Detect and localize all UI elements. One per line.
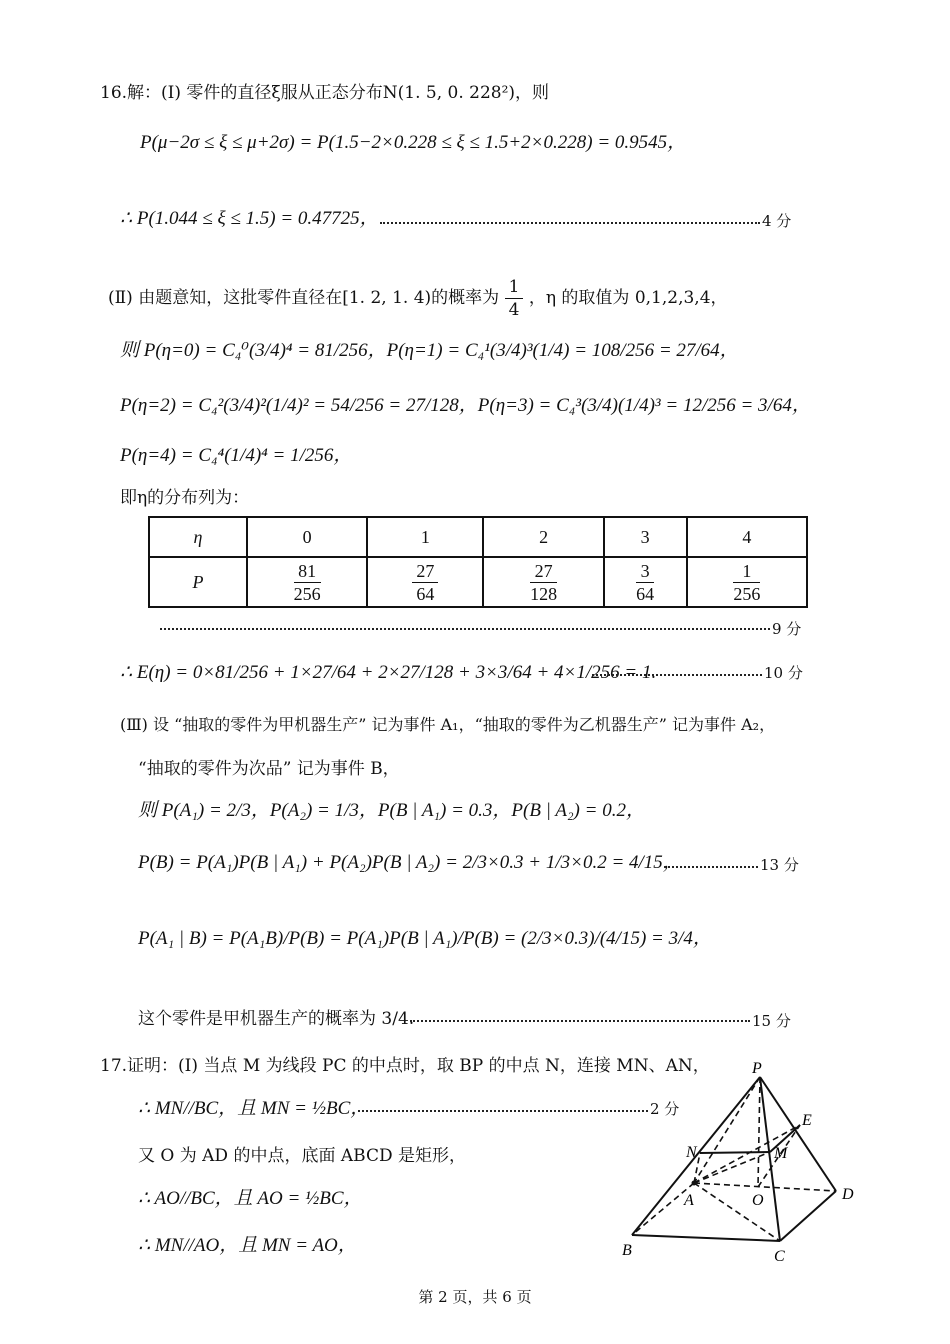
page-footer: 第 2 页，共 6 页 (418, 1288, 532, 1306)
prob-numerator: 1 (733, 560, 760, 583)
table-header-eta: η (149, 517, 247, 557)
q16-part3-b: “抽取的零件为次品” 记为事件 B， (138, 759, 400, 779)
table-row (149, 517, 807, 557)
prob-denominator: 64 (416, 583, 435, 604)
label-d: D (842, 1186, 854, 1203)
table-cell-prob (687, 557, 807, 607)
prob-denominator: 256 (733, 583, 761, 604)
dotted-leader (358, 1110, 648, 1112)
prob-numerator: 81 (294, 560, 321, 583)
score-4: 4 分 (762, 212, 792, 230)
q16-prob-4: P(η=4) = C₄⁴(1/4)⁴ = 1/256， (120, 445, 353, 466)
table-cell-value: 4 (687, 517, 807, 557)
q17-heading: 17.证明：(Ⅰ) 当点 M 为线段 PC 的中点时，取 BP 的中点 N，连接 MN、AN， (100, 1056, 710, 1076)
q17-line4: ∴ MN//AO，且 MN = AO， (138, 1235, 357, 1256)
pyramid-figure (610, 1055, 870, 1275)
distribution-table (148, 516, 808, 608)
q16-part3-c: 则 P(A₁) = 2/3，P(A₂) = 1/3，P(B | A₁) = 0.3，P(B | A₂) = 0.2， (138, 800, 645, 821)
dotted-leader (592, 674, 762, 676)
q16-eq2: ∴ P(1.044 ≤ ξ ≤ 1.5) = 0.47725， (120, 208, 379, 229)
dotted-leader (160, 628, 770, 630)
label-m: M (774, 1145, 788, 1162)
q17-line2: 又 O 为 AD 的中点，底面 ABCD 是矩形， (138, 1146, 466, 1166)
q16-part2-text: (Ⅱ) 由题意知，这批零件直径在[1. 2, 1. 4)的概率为 (108, 288, 500, 308)
table-header-p: P (149, 557, 247, 607)
q17-line1: ∴ MN//BC，且 MN = ½BC， (138, 1098, 370, 1119)
table-cell-prob (247, 557, 367, 607)
table-cell-value: 1 (367, 517, 483, 557)
score-15: 15 分 (752, 1012, 791, 1030)
score-10: 10 分 (764, 664, 803, 682)
label-e: E (802, 1112, 812, 1129)
table-cell-prob (367, 557, 483, 607)
prob-denominator: 64 (636, 583, 655, 604)
score-9: 9 分 (772, 620, 802, 638)
table-row (149, 557, 807, 607)
q17-line3: ∴ AO//BC，且 AO = ½BC， (138, 1188, 363, 1209)
fraction-denominator: 4 (508, 300, 520, 320)
score-13: 13 分 (760, 856, 799, 874)
q16-part3-a: (Ⅲ) 设 “抽取的零件为甲机器生产” 记为事件 A₁，“抽取的零件为乙机器生产” 记为事件 A₂， (120, 715, 776, 734)
table-cell-value: 3 (604, 517, 687, 557)
label-o: O (752, 1192, 764, 1209)
prob-denominator: 256 (293, 583, 321, 604)
dotted-leader (380, 222, 760, 224)
q16-expectation: ∴ E(η) = 0×81/256 + 1×27/64 + 2×27/128 + 3×3/64 + 4×1/256 = 1. (120, 662, 657, 683)
fraction-one-quarter (505, 276, 524, 321)
q16-part2-text2: ，η 的取值为 0,1,2,3,4， (528, 288, 728, 308)
label-b: B (622, 1242, 632, 1259)
prob-numerator: 3 (636, 560, 654, 583)
q16-part2-intro (108, 276, 728, 321)
dotted-leader (410, 1020, 750, 1022)
label-p: P (752, 1060, 762, 1077)
prob-denominator: 128 (530, 583, 558, 604)
q16-prob-2-3: P(η=2) = C₄²(3/4)²(1/4)² = 54/256 = 27/128，P(η=3) = C₄³(3/4)(1/4)³ = 12/256 = 3/64， (120, 395, 811, 416)
table-cell-value: 0 (247, 517, 367, 557)
q16-part3-e: P(A₁ | B) = P(A₁B)/P(B) = P(A₁)P(B | A₁)/P(B) = (2/3×0.3)/(4/15) = 3/4， (138, 928, 712, 949)
table-cell-value: 2 (483, 517, 603, 557)
q16-part3-d: P(B) = P(A₁)P(B | A₁) + P(A₂)P(B | A₂) = 2/3×0.3 + 1/3×0.2 = 4/15， (138, 852, 682, 873)
score-2: 2 分 (650, 1100, 680, 1118)
label-c: C (774, 1248, 785, 1265)
distribution-title: 即η的分布列为： (120, 488, 250, 508)
prob-numerator: 27 (530, 560, 557, 583)
dotted-leader (664, 866, 758, 868)
q16-heading: 16.解：(Ⅰ) 零件的直径ξ服从正态分布N(1. 5, 0. 228²)，则 (100, 83, 550, 103)
table-cell-prob (604, 557, 687, 607)
fraction-numerator: 1 (505, 276, 524, 299)
label-a: A (684, 1192, 694, 1209)
label-n: N (686, 1144, 697, 1161)
q16-part3-f: 这个零件是甲机器生产的概率为 3/4. (138, 1009, 415, 1029)
table-cell-prob (483, 557, 603, 607)
q16-prob-0-1: 则 P(η=0) = C₄⁰(3/4)⁴ = 81/256，P(η=1) = C₄¹(3/4)³(1/4) = 108/256 = 27/64， (120, 340, 739, 361)
prob-numerator: 27 (412, 560, 438, 583)
q16-eq1: P(μ−2σ ≤ ξ ≤ μ+2σ) = P(1.5−2×0.228 ≤ ξ ≤ 1.5+2×0.228) = 0.9545， (140, 132, 687, 153)
